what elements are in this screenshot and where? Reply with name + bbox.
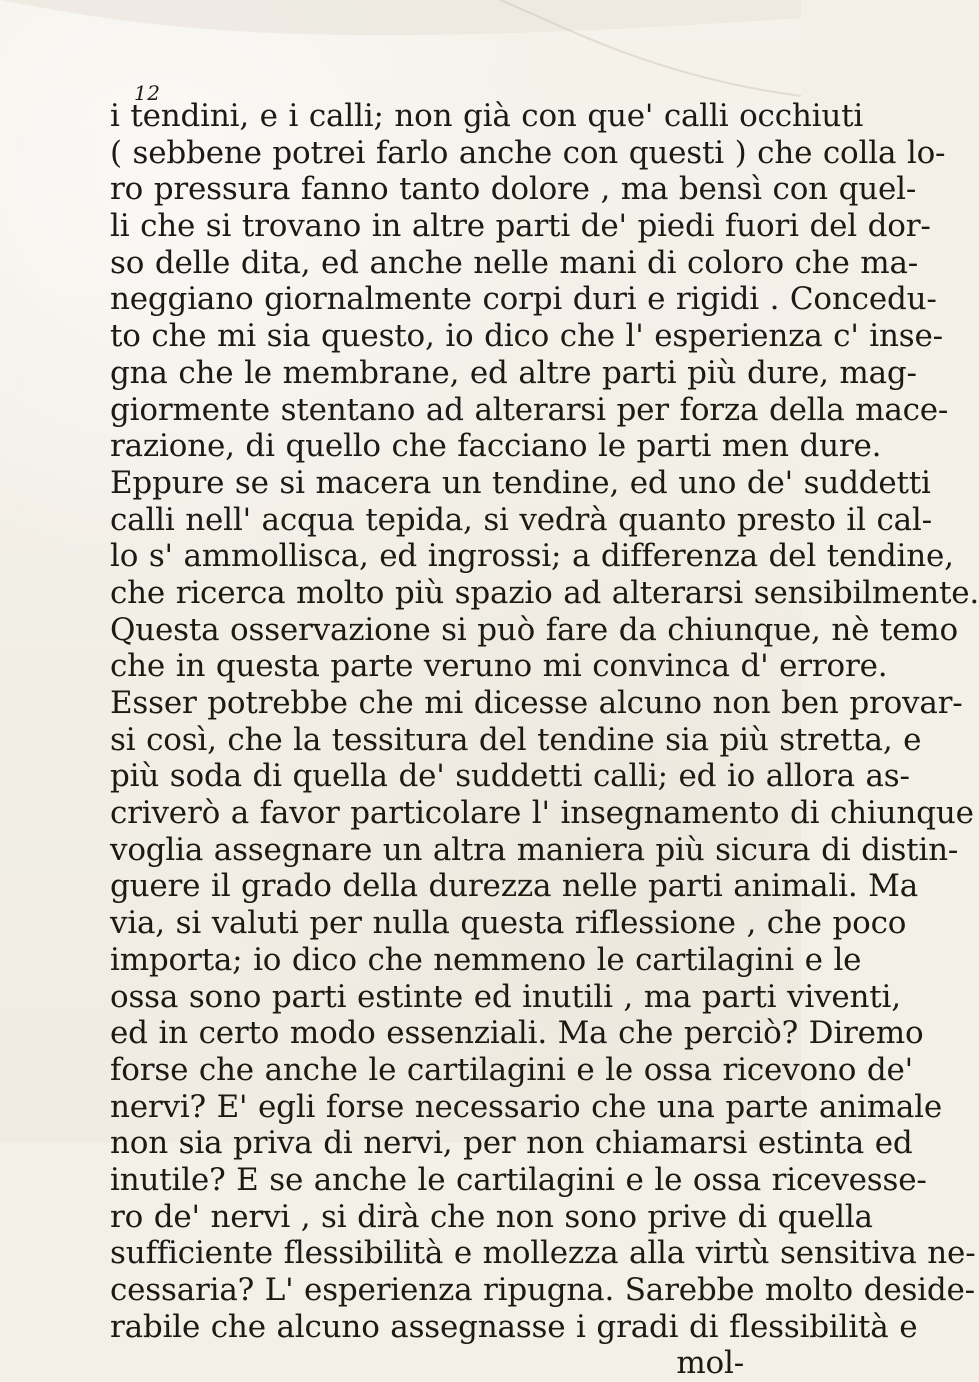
text-line: rabile che alcuno assegnasse i gradi di flessibilità e: [110, 1308, 918, 1345]
text-line: ro pressura fanno tanto dolore , ma bensì con quel-: [110, 171, 917, 208]
text-line: i tendini, e i calli; non già con que' calli occhiuti: [110, 98, 864, 134]
text-line: che in questa parte veruno mi convinca d' errore.: [110, 648, 888, 685]
text-line: neggiano giornalmente corpi duri e rigidi . Concedu-: [110, 281, 937, 318]
text-line: ( sebbene potrei farlo anche con questi ) che colla lo-: [110, 134, 946, 171]
text-line: ed in certo modo essenziali. Ma che perciò? Diremo: [110, 1015, 924, 1052]
text-line: più soda di quella de' suddetti calli; ed io allora as-: [110, 758, 910, 795]
text-line: inutile? E se anche le cartilagini e le ossa ricevesse-: [110, 1161, 927, 1198]
text-line: forse che anche le cartilagini e le ossa ricevono de': [110, 1051, 913, 1088]
text-line: che ricerca molto più spazio ad alterarsi sensibilmente.: [110, 574, 979, 611]
text-line: Questa osservazione si può fare da chiunque, nè temo: [110, 611, 958, 648]
text-line: voglia assegnare un altra maniera più sicura di distin-: [110, 831, 959, 868]
text-line: cessaria? L' esperienza ripugna. Sarebbe molto deside-: [110, 1272, 975, 1308]
text-line: sufficiente flessibilità e mollezza alla virtù sensitiva ne-: [110, 1235, 976, 1272]
text-line: lo s' ammollisca, ed ingrossi; a differenza del tendine,: [110, 538, 954, 575]
text-line: si così, che la tessitura del tendine sia più stretta, e: [110, 721, 922, 758]
text-line: razione, di quello che facciano le parti men dure.: [110, 428, 882, 465]
text-line-last: mol-: [676, 1345, 744, 1382]
text-line: non sia priva di nervi, per non chiamarsi estinta ed: [110, 1125, 913, 1162]
text-line: guere il grado della durezza nelle parti animali. Ma: [110, 868, 919, 905]
text-line: to che mi sia questo, io dico che l' esperienza c' inse-: [110, 318, 943, 355]
text-line: so delle dita, ed anche nelle mani di coloro che ma-: [110, 244, 919, 281]
text-line: li che si trovano in altre parti de' piedi fuori del dor-: [110, 208, 931, 245]
text-line: criverò a favor particolare l' insegnamento di chiunque: [110, 795, 974, 832]
page-number: 12: [134, 81, 161, 105]
text-line: gna che le membrane, ed altre parti più dure, mag-: [110, 354, 917, 391]
body-text: [110, 98, 979, 1382]
text-line: nervi? E' egli forse necessario che una parte animale: [110, 1088, 943, 1125]
text-line: ossa sono parti estinte ed inutili , ma parti viventi,: [110, 978, 901, 1015]
text-line: ro de' nervi , si dirà che non sono prive di quella: [110, 1198, 873, 1235]
text-line: giormente stentano ad alterarsi per forza della mace-: [110, 391, 949, 428]
text-line: importa; io dico che nemmeno le cartilagini e le: [110, 941, 862, 978]
text-line: via, si valuti per nulla questa riflessione , che poco: [110, 905, 907, 942]
text-line: Eppure se si macera un tendine, ed uno de' suddetti: [110, 464, 931, 501]
text-line: calli nell' acqua tepida, si vedrà quanto presto il cal-: [110, 501, 932, 538]
text-line: Esser potrebbe che mi dicesse alcuno non ben provar-: [110, 685, 963, 721]
